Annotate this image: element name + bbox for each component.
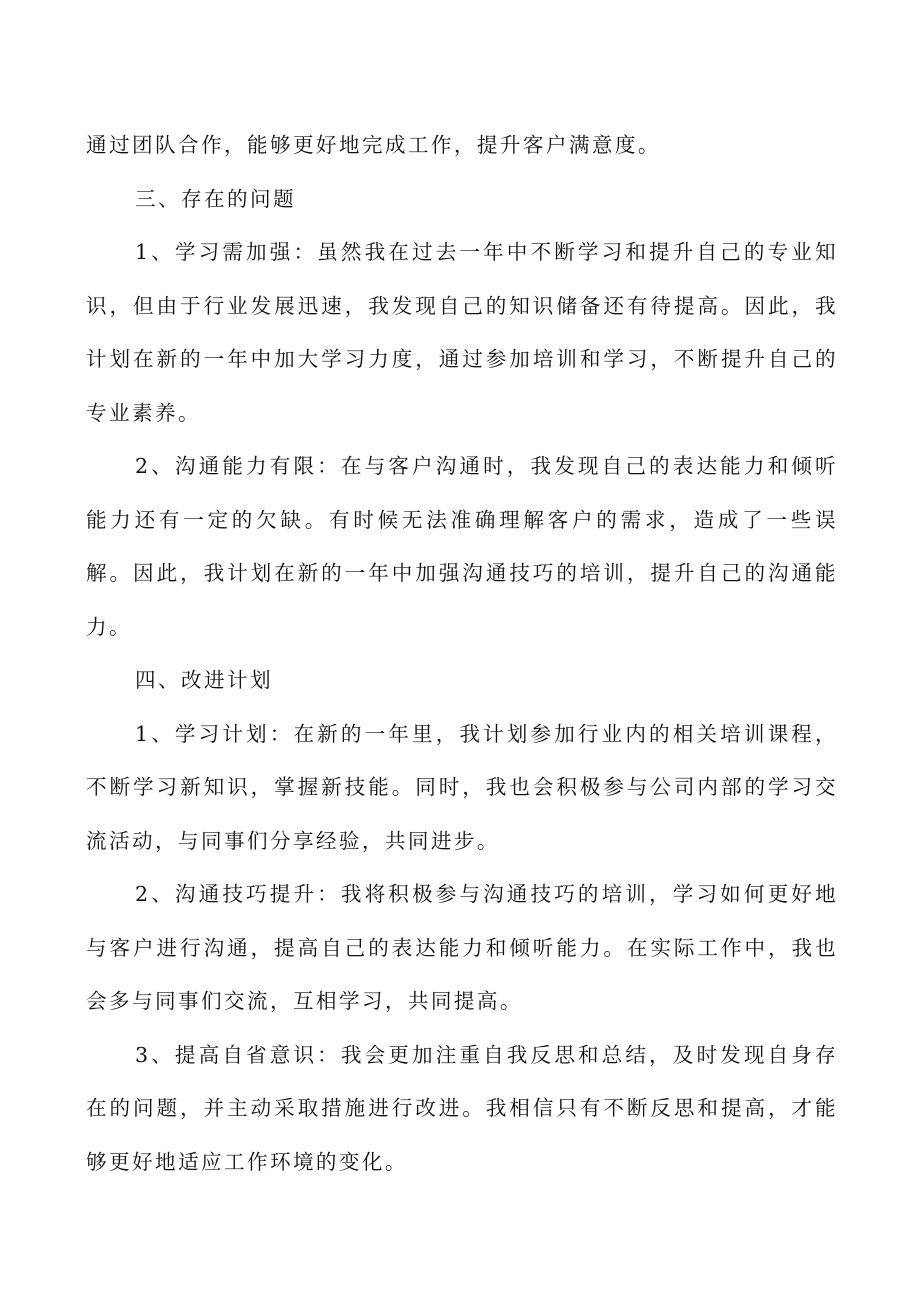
document-body: [86, 119, 838, 1189]
problem-item-1: 1、学习需加强：虽然我在过去一年中不断学习和提升自己的专业知识，但由于行业发展迅速，我发现自己的知识储备还有待提高。因此，我计划在新的一年中加大学习力度，通过参加培训和学习，不断提升自己的专业素养。: [86, 240, 838, 425]
plan-item-2: 2、沟通技巧提升：我将积极参与沟通技巧的培训，学习如何更好地与客户进行沟通，提高自己的表达能力和倾听能力。在实际工作中，我也会多与同事们交流，互相学习，共同提高。: [86, 882, 838, 1013]
plan-item-1: 1、学习计划：在新的一年里，我计划参加行业内的相关培训课程，不断学习新知识，掌握新技能。同时，我也会积极参与公司内部的学习交流活动，与同事们分享经验，共同进步。: [86, 721, 838, 853]
section-heading-improvement-plan: 四、改进计划: [135, 668, 273, 692]
continuation-paragraph: 通过团队合作，能够更好地完成工作，提升客户满意度。: [86, 133, 661, 157]
plan-item-3: 3、提高自省意识：我会更加注重自我反思和总结，及时发现自身存在的问题，并主动采取措施进行改进。我相信只有不断反思和提高，才能够更好地适应工作环境的变化。: [86, 1042, 838, 1174]
problem-item-2: 2、沟通能力有限：在与客户沟通时，我发现自己的表达能力和倾听能力还有一定的欠缺。有时候无法准确理解客户的需求，造成了一些误解。因此，我计划在新的一年中加强沟通技巧的培训，提升自己的沟通能力。: [86, 454, 838, 639]
section-heading-problems: 三、存在的问题: [135, 186, 296, 211]
